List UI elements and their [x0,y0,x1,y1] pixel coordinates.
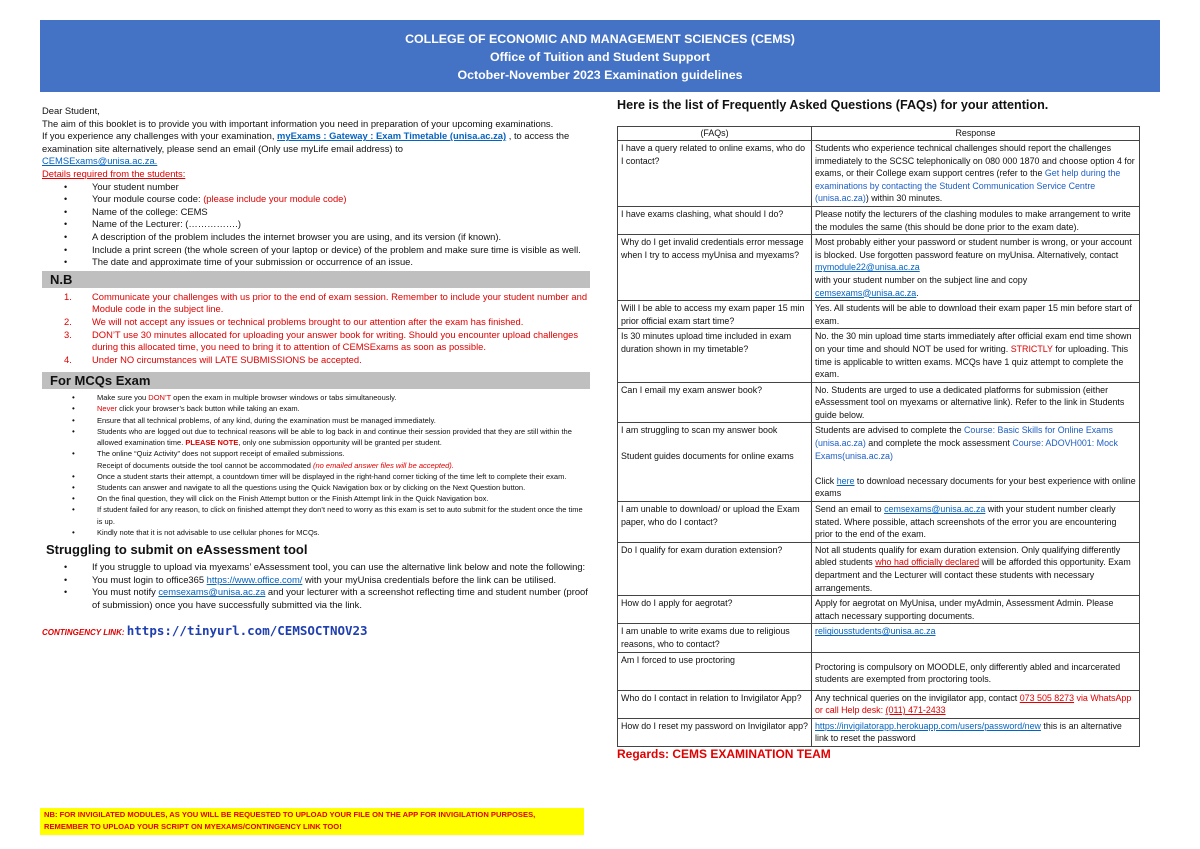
faq-column-header: (FAQs) [618,127,812,141]
list-item: • Never click your browser’s back button while taking an exam. [42,403,590,414]
mock-exam-course-link[interactable]: Course: ADOVH001: Mock Exams(unisa.ac.za) [815,438,1118,461]
list-item: • Students can answer and navigate to all the questions using the Quick Navigation box or by clicking on the Next Question button. [42,482,590,493]
list-item: • The date and approximate time of your submission or occurrence of an issue. [42,256,590,269]
table-row: I am unable to write exams due to religious reasons, who to contact? religiousstudents@unisa.ac.za [618,624,1140,652]
details-list [42,181,590,269]
table-row: I am unable to download/ or upload the Exam paper, who do I contact? Send an email to cemsexams@unisa.ac.za with your student number clearly stated. Where possible, attach screenshots of the error you are encountering prior to the end of the exam. [618,502,1140,543]
cemsexams-link[interactable]: cemsexams@unisa.ac.za [158,586,266,598]
regards-signoff: Regards: CEMS EXAMINATION TEAM [617,746,831,761]
college-title: COLLEGE OF ECONOMIC AND MANAGEMENT SCIENCES (CEMS) [405,32,795,46]
contingency-link[interactable]: https://tinyurl.com/CEMSOCTNOV23 [126,623,368,639]
left-column [42,105,590,640]
list-item: • The online “Quiz Activity” does not support receipt of emailed submissions. Receipt of documents outside the tool cannot be accommodated (no emailed answer files will be accepted). [42,448,590,470]
table-row: How do I apply for aegrotat? Apply for aegrotat on MyUnisa, under myAdmin, Assessment Admin. Please attach necessary supporting documents. [618,596,1140,624]
challenge-text: If you experience any challenges with your examination, myExams : Gateway : Exam Timetable (unisa.ac.za) , to access the examination site alternatively, please send an email (Only use myLife email address) to [42,130,570,154]
nb-heading: N.B [42,271,590,288]
invigilated-modules-note: NB: FOR INVIGILATED MODULES, AS YOU WILL BE REQUESTED TO UPLOAD YOUR FILE ON THE APP FOR INVIGILATION PURPOSES, REMEMBER TO UPLOAD YOUR SCRIPT ON MYEXAMS/CONTINGENCY LINK TOO! [40,808,584,835]
invigilator-reset-password-link[interactable]: https://invigilatorapp.herokuapp.com/users/password/new [815,720,1041,731]
aim-text: The aim of this booklet is to provide you with important information you need in preparation of your upcoming examinations. [42,117,554,129]
right-column [617,97,1163,761]
table-row: Who do I contact in relation to Invigilator App? Any technical queries on the invigilator app, contact 073 505 8273 via WhatsApp or call Help desk: (011) 471-2433 [618,690,1140,718]
table-row: Can I email my exam answer book? No. Students are urged to use a dedicated platforms for submission (either eAssessment tool on myexams or alternative link). Refer to the link in Students guide below. [618,382,1140,423]
cemsexams-email-link[interactable]: cemsexams@unisa.ac.za [884,504,986,515]
table-row: I am struggling to scan my answer book Student guides documents for online exams Students are advised to complete the Course: Basic Skills for Online Exams (unisa.ac.za) and complete the mock assessment Course: ADOVH001: Mock Exams(unisa.ac.za) Click here to download necessary documents for your best experience with online exams [618,423,1140,502]
mcq-heading: For MCQs Exam [42,372,590,389]
table-row: Why do I get invalid credentials error message when I try to access myUnisa and myexams? Most probably either your password or student number is wrong, or your account is blocked. Use forgotten password feature on myUnisa. Alternatively, contact mymodule22@unisa.ac.za with your student number on the subject line and copy cemsexams@unisa.ac.za. [618,235,1140,301]
table-row: I have exams clashing, what should I do? Please notify the lecturers of the clashing modules to make arrangement to write the modules the same (this should be done prior to the exam date). [618,206,1140,234]
scsc-help-link[interactable]: Get help during the examinations by contacting the Student Communication Service Centre (unisa.ac.za) [815,168,1121,204]
list-item: • A description of the problem includes the internet browser you are using, and its version (if known). [42,231,590,244]
myexams-link[interactable]: myExams : Gateway : Exam Timetable (unisa.ac.za) [277,130,507,142]
contingency-link-row [42,625,590,640]
office-title: Office of Tuition and Student Support [489,50,711,64]
list-item: • On the final question, they will click on the Finish Attempt button or the Finish Attempt link in the Quick Navigation box. [42,493,590,504]
mcq-list [42,392,590,538]
cemsexams-email-link[interactable]: cemsexams@unisa.ac.za [815,287,917,298]
table-row: Do I qualify for exam duration extension? Not all students qualify for exam duration extension. Only qualifying differently abled students who had officially declared will be afforded this opportunity. Exam department and the Lecturer will contact these students with necessary arrangements. [618,542,1140,595]
list-item: • Name of the Lecturer: (…………….) [42,218,590,231]
table-row: I have a query related to online exams, who do I contact? Students who experience technical challenges should report the challenges immediately to the SCSC telephonically on 080 000 1870 and choose option 4 for exams, or their College exam support centres (refer to the Get help during the examinations by contacting the Student Communication Service Centre (unisa.ac.za)) within 30 minutes. [618,141,1140,207]
list-item: • Name of the college: CEMS [42,206,590,219]
download-documents-link[interactable]: here [836,475,855,486]
list-item: 2. We will not accept any issues or technical problems brought to our attention after the exam has finished. [64,315,524,327]
cems-email-link[interactable]: CEMSExams@unisa.ac.za. [42,155,158,167]
struggle-heading: Struggling to submit on eAssessment tool [46,541,308,557]
details-label: Details required from the students: [42,167,186,179]
response-column-header: Response [812,127,1140,141]
greeting: Dear Student, [42,105,100,116]
table-header-row [618,127,1140,141]
mymodule-email-link[interactable]: mymodule22@unisa.ac.za [815,262,920,273]
office365-link[interactable]: https://www.office.com/ [206,573,303,585]
list-item: • Your module course code: (please include your module code) [42,193,590,206]
list-item: • Kindly note that it is not advisable to use cellular phones for MCQs. [42,527,590,538]
list-item: • If student failed for any reason, to click on finished attempt they don’t need to worry as this exam is set to auto submit for the student once the time is up. [42,504,590,526]
faq-table [617,126,1140,747]
list-item: • Ensure that all technical problems, of any kind, during the examination must be managed immediately. [42,415,590,426]
list-item: • Once a student starts their attempt, a countdown timer will be displayed in the right-hand corner ticking of the time left to complete their exam. [42,471,590,482]
list-item: • You must login to office365 https://www.office.com/ with your myUnisa credentials before the link can be utilised. [42,574,590,587]
list-item: • Students who are logged out due to technical reasons will be able to log back in and continue their session provided that they are still within the allowed examination time. PLEASE NOTE, only one submission opportunity will be granted per student. [42,426,590,448]
contingency-label: CONTINGENCY LINK: [42,628,127,638]
faq-title: Here is the list of Frequently Asked Questions (FAQs) for your attention. [617,98,1049,112]
struggle-list [42,561,590,611]
nb-list [42,291,590,367]
list-item: 4. Under NO circumstances will LATE SUBMISSIONS be accepted. [64,353,362,365]
table-row: How do I reset my password on Invigilator app? https://invigilatorapp.herokuapp.com/users/password/new this is an alternative link to reset the password [618,718,1140,746]
exam-guidelines-title: October-November 2023 Examination guidelines [457,68,743,82]
list-item: 3. DON’T use 30 minutes allocated for uploading your answer book for writing. Should you encounter upload challenges during this allocated time, you need to bring it to attention of CEMSExams as soon as possible. [64,328,579,353]
list-item: • Include a print screen (the whole screen of your laptop or device) of the problem and make sure time is visible as well. [42,244,590,257]
table-row: Am I forced to use proctoring Proctoring is compulsory on MOODLE, only differently abled and incarcerated students are exempted from proctoring tools. [618,652,1140,690]
list-item: • You must notify cemsexams@unisa.ac.za and your lecturer with a screenshot reflecting time and student number (proof of submission) once you have successfully submitted via the link. [42,586,590,611]
list-item: • Your student number [42,181,590,194]
header-banner [40,20,1160,92]
religious-students-email-link[interactable]: religiousstudents@unisa.ac.za [815,626,936,637]
table-row: Will I be able to access my exam paper 15 min prior official exam start time? Yes. All students will be able to download their exam paper 15 min before start of exam. [618,301,1140,329]
table-row: Is 30 minutes upload time included in exam duration shown in my timetable? No. the 30 min upload time starts immediately after official exam end time shown on your time and should NOT be used for writing. STRICTLY for uploading. This time is applicable to written exams. MCQs have 1 quiz attempt to complete the exam. [618,329,1140,382]
list-item: 1. Communicate your challenges with us prior to the end of exam session. Remember to include your student number and Module code in the subject line. [64,290,588,315]
list-item: • If you struggle to upload via myexams’ eAssessment tool, you can use the alternative link below and note the following: [42,561,590,574]
list-item: • Make sure you DON’T open the exam in multiple browser windows or tabs simultaneously. [42,392,590,403]
basic-skills-course-link[interactable]: Course: Basic Skills for Online Exams (unisa.ac.za) [815,425,1113,449]
